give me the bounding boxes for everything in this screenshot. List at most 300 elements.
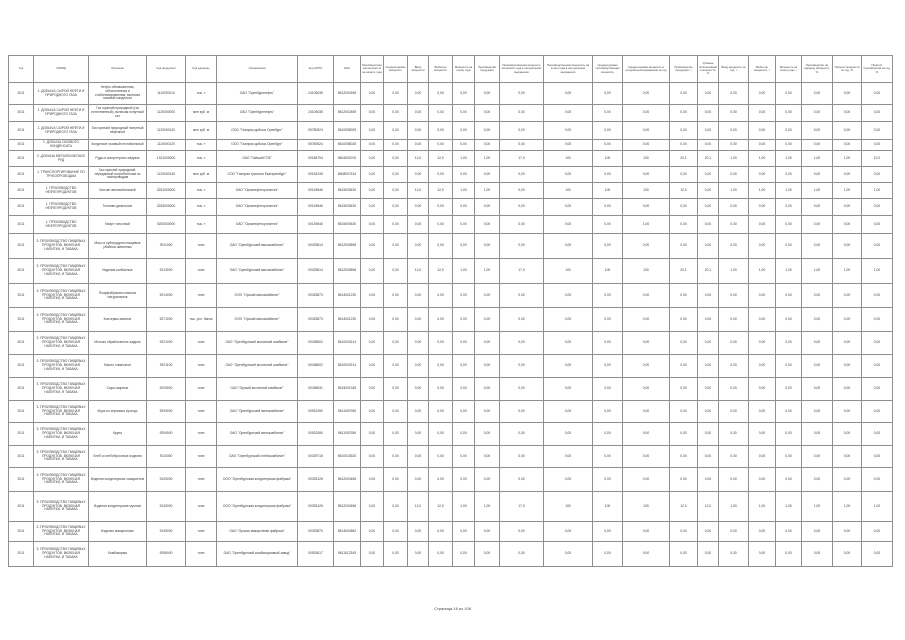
table-cell: 0,00 <box>698 446 719 468</box>
table-cell: 5610018320 <box>334 446 361 468</box>
table-cell: 0,00 <box>408 468 429 492</box>
table-cell: 0,00 <box>384 332 408 355</box>
table-cell: 0,00 <box>698 378 719 401</box>
table-cell: 0,00 <box>802 140 833 151</box>
table-cell: 0,00 <box>670 401 698 423</box>
table-cell: 0,00 <box>698 140 719 151</box>
table-cell: 12,0 <box>429 259 453 284</box>
table-cell: 1,00 <box>776 259 802 284</box>
table-cell: 0,00 <box>623 355 670 378</box>
table-cell: 2011 <box>9 308 34 332</box>
table-cell: 0,00 <box>544 522 593 542</box>
table-cell: ООО "Газпром добыча Оренбург" <box>217 122 298 140</box>
table-cell: 9221000 <box>147 332 186 355</box>
column-header: Ввод мощности <box>408 56 429 83</box>
table-cell: 2. ДОБЫЧА МЕТАЛЛИЧЕСКИХ РУД <box>34 151 89 167</box>
table-cell: 2011 <box>9 542 34 567</box>
table-cell: 24106035 <box>298 105 334 122</box>
table-cell: 0,00 <box>802 234 833 259</box>
table-cell: 0,00 <box>776 122 802 140</box>
table-cell: 0,00 <box>670 332 698 355</box>
table-cell: Изделия кондитерские сахаристые <box>89 468 147 492</box>
table-cell: 00149646 <box>298 199 334 216</box>
table-cell: 0,00 <box>719 446 749 468</box>
column-header: Выбытие мощности, т <box>749 56 776 83</box>
table-cell: 0,00 <box>593 308 623 332</box>
table-cell: 5604000700 <box>334 151 361 167</box>
table-cell: 0,00 <box>802 332 833 355</box>
table-cell: 9293000 <box>147 401 186 423</box>
column-header: Мощность на конец года <box>453 56 475 83</box>
table-cell: 0,00 <box>719 216 749 234</box>
table-cell: 0,00 <box>384 105 408 122</box>
table-cell: 00335126 <box>298 468 334 492</box>
table-cell: 20,1 <box>670 151 698 167</box>
table-cell: ОАО "Орский молочный комбинат" <box>217 378 298 401</box>
table-cell: 0,00 <box>384 446 408 468</box>
table-row <box>9 83 893 105</box>
table-cell: 0,00 <box>384 183 408 199</box>
table-cell: 00932450 <box>298 423 334 446</box>
table-cell: 0,00 <box>453 355 475 378</box>
table-cell: ОАО "Оренбургнефть" <box>217 105 298 122</box>
table-cell: 20,1 <box>698 259 719 284</box>
table-cell: 00339870 <box>298 522 334 542</box>
table-cell: 0,00 <box>776 284 802 308</box>
table-cell: 0,00 <box>408 332 429 355</box>
table-cell: 0,00 <box>429 308 453 332</box>
table-cell: 1110000110 <box>147 83 186 105</box>
table-cell: 0,00 <box>833 308 862 332</box>
table-row <box>9 259 893 284</box>
table-cell: 0,00 <box>544 308 593 332</box>
table-cell: тонн <box>186 378 217 401</box>
table-cell: ОАО "Оренбургский мелькомбинат" <box>217 401 298 423</box>
table-cell: 0,00 <box>361 446 384 468</box>
table-cell: 0,00 <box>408 355 429 378</box>
table-cell: ОАО "Оренбургский молочный комбинат" <box>217 332 298 355</box>
table-cell: 1,00 <box>719 259 749 284</box>
table-cell: 0,00 <box>670 308 698 332</box>
table-cell: тонн <box>186 522 217 542</box>
table-cell: 5615001345 <box>334 378 361 401</box>
table-cell: 0,00 <box>544 140 593 151</box>
table-cell: 12,0 <box>429 183 453 199</box>
table-cell: ОАО "Орскнефтеоргсинтез" <box>217 216 298 234</box>
column-header: Код ОКПО <box>298 56 334 83</box>
table-cell: 0,00 <box>453 378 475 401</box>
table-cell: 0,00 <box>749 105 776 122</box>
table-cell: 1321000000 <box>147 151 186 167</box>
table-cell: 0,00 <box>833 378 862 401</box>
table-cell: 0,00 <box>453 105 475 122</box>
table-cell: 0,00 <box>593 378 623 401</box>
table-cell: 2011 <box>9 167 34 183</box>
table-cell: 0,00 <box>670 216 698 234</box>
table-cell: 0,00 <box>802 308 833 332</box>
table-cell: 0,00 <box>670 284 698 308</box>
table-cell: 0,00 <box>384 167 408 183</box>
table-cell: 0,00 <box>749 378 776 401</box>
table-cell: 0251000000 <box>147 183 186 199</box>
table-cell: 0,00 <box>408 542 429 567</box>
table-cell: 0,00 <box>429 522 453 542</box>
table-cell: тонн <box>186 542 217 567</box>
table-cell: 2011 <box>9 122 34 140</box>
table-cell: 0,00 <box>475 446 500 468</box>
table-cell: 0,00 <box>623 378 670 401</box>
table-cell: 0,00 <box>429 542 453 567</box>
table-cell: 1,00 <box>776 183 802 199</box>
table-cell: 00438602 <box>298 332 334 355</box>
table-cell: 0,00 <box>719 355 749 378</box>
table-cell: ОАО "Оренбургский мясокомбинат" <box>217 259 298 284</box>
table-cell: 0,00 <box>719 542 749 567</box>
table-cell: 0,00 <box>862 234 893 259</box>
table-cell: 0,00 <box>429 423 453 446</box>
table-cell: 0,00 <box>749 122 776 140</box>
table-cell: 0,00 <box>429 401 453 423</box>
table-cell: 0,00 <box>500 284 544 308</box>
table-cell: 5611012345 <box>334 542 361 567</box>
table-row <box>9 542 893 567</box>
table-cell: 5612002469 <box>334 105 361 122</box>
table-cell: 0,00 <box>698 332 719 355</box>
table-cell: тыс. усл. банок <box>186 308 217 332</box>
table-cell: 0,00 <box>429 216 453 234</box>
table-cell: 0,00 <box>500 83 544 105</box>
table-cell: 0,00 <box>384 284 408 308</box>
table-cell: ООО "Газпром добыча Оренбург" <box>217 140 298 151</box>
column-header: Среднегодовая мощность <box>384 56 408 83</box>
table-cell: 1,00 <box>833 151 862 167</box>
table-cell: 0,00 <box>776 234 802 259</box>
table-cell: тонн <box>186 468 217 492</box>
table-cell: 00149646 <box>298 183 334 199</box>
table-cell: 0,00 <box>361 259 384 284</box>
table-cell: 0,00 <box>862 522 893 542</box>
table-cell: 0,00 <box>475 234 500 259</box>
table-cell: 0,00 <box>500 234 544 259</box>
table-cell: 0,00 <box>593 234 623 259</box>
table-row <box>9 378 893 401</box>
table-cell: 0,00 <box>833 140 862 151</box>
table-cell: Нефть обезвоженная, обессоленная и стабилизированная, включая газовый конденсат <box>89 83 147 105</box>
table-cell: 12,0 <box>429 151 453 167</box>
table-cell: 0,00 <box>475 122 500 140</box>
table-row <box>9 522 893 542</box>
table-cell: 0,00 <box>698 167 719 183</box>
table-cell: 100 <box>593 151 623 167</box>
table-cell: 2011 <box>9 355 34 378</box>
table-cell: 00425873 <box>298 308 334 332</box>
table-cell: 5614004562 <box>334 522 361 542</box>
table-cell: 9120000 <box>147 468 186 492</box>
table-cell: 0,00 <box>453 216 475 234</box>
table-cell: 0,00 <box>833 401 862 423</box>
table-cell: ОАО "Оренбургский молочный комбинат" <box>217 355 298 378</box>
table-cell: 0252000000 <box>147 216 186 234</box>
table-cell: 0,00 <box>802 199 833 216</box>
table-cell: 0,00 <box>500 332 544 355</box>
table-cell: 2011 <box>9 332 34 355</box>
table-cell: 2011 <box>9 446 34 468</box>
table-cell: 0,00 <box>833 234 862 259</box>
table-row <box>9 423 893 446</box>
table-cell: 0,00 <box>833 332 862 355</box>
table-cell: 0,00 <box>623 122 670 140</box>
table-cell: 1,00 <box>719 151 749 167</box>
table-cell: 0,00 <box>544 105 593 122</box>
table-cell: 0,00 <box>500 468 544 492</box>
table-cell: 05780524 <box>298 122 334 140</box>
table-cell: 0,00 <box>408 140 429 151</box>
table-cell: 0253000000 <box>147 199 186 216</box>
table-cell: 5610058025 <box>334 122 361 140</box>
table-cell: 0,00 <box>361 332 384 355</box>
table-cell: 0,00 <box>776 522 802 542</box>
table-cell: 0,00 <box>862 401 893 423</box>
table-cell: 9214000 <box>147 284 186 308</box>
table-cell: 0,00 <box>408 234 429 259</box>
table-cell: 0,00 <box>862 122 893 140</box>
table-cell: 0,00 <box>453 122 475 140</box>
header-row <box>9 56 893 83</box>
table-cell: 0,00 <box>749 401 776 423</box>
table-cell: 3. ПРОИЗВОДСТВО ПИЩЕВЫХ ПРОДУКТОВ, ВКЛЮЧАЯ НАПИТКИ, И ТАБАКА <box>34 355 89 378</box>
table-cell: 12,0 <box>670 183 698 199</box>
table-cell: 0,00 <box>429 122 453 140</box>
table-cell: 0,00 <box>623 423 670 446</box>
table-cell: 0,00 <box>802 378 833 401</box>
table-cell: Крупа <box>89 423 147 446</box>
table-cell: 1,00 <box>453 492 475 522</box>
table-cell: 0,00 <box>361 167 384 183</box>
table-cell: 2011 <box>9 199 34 216</box>
table-cell: 1,00 <box>749 151 776 167</box>
table-cell: 100 <box>593 183 623 199</box>
table-cell: 2011 <box>9 423 34 446</box>
table-cell: 24106035 <box>298 83 334 105</box>
table-cell: 0,00 <box>500 423 544 446</box>
table-cell: 00932450 <box>298 401 334 423</box>
table-cell: 0,00 <box>776 140 802 151</box>
table-cell: ОАО "Орскнефтеоргсинтез" <box>217 183 298 199</box>
table-cell: 0,00 <box>475 378 500 401</box>
table-cell: Сыры жирные <box>89 378 147 401</box>
table-cell: 0,00 <box>544 167 593 183</box>
table-cell: 12,0 <box>429 492 453 522</box>
table-cell: 0,00 <box>384 355 408 378</box>
table-cell: 0,00 <box>544 423 593 446</box>
table-cell: 0,00 <box>833 542 862 567</box>
table-cell: Бензин автомобильный <box>89 183 147 199</box>
table-cell: 0,00 <box>361 308 384 332</box>
table-cell: 0,00 <box>500 378 544 401</box>
table-cell: 0,00 <box>833 122 862 140</box>
table-cell: 0,00 <box>384 401 408 423</box>
table-cell: 0,00 <box>698 183 719 199</box>
table-cell: 0,00 <box>749 522 776 542</box>
table-cell: 0,00 <box>698 423 719 446</box>
table-cell: 0,00 <box>623 468 670 492</box>
table-cell: 100 <box>593 492 623 522</box>
table-cell: 0,00 <box>475 468 500 492</box>
table-cell: 00149646 <box>298 216 334 234</box>
table-cell: 0,00 <box>429 332 453 355</box>
page-number: Страница 16 из 108 <box>434 606 471 611</box>
table-cell: 1,00 <box>623 216 670 234</box>
table-cell: 0,00 <box>544 355 593 378</box>
table-cell: 100 <box>623 183 670 199</box>
table-cell: 12,0 <box>698 492 719 522</box>
table-cell: 0,00 <box>698 216 719 234</box>
table-cell: 0,00 <box>776 332 802 355</box>
table-cell: 1,00 <box>475 492 500 522</box>
table-cell: 0,00 <box>361 151 384 167</box>
table-cell: 0,00 <box>475 522 500 542</box>
table-cell: 0,00 <box>500 308 544 332</box>
table-cell: 0,00 <box>698 355 719 378</box>
table-cell: 0,00 <box>862 355 893 378</box>
table-cell: 0,00 <box>429 284 453 308</box>
table-cell: тонн <box>186 234 217 259</box>
table-cell: 0,00 <box>623 542 670 567</box>
table-cell: 0,00 <box>670 446 698 468</box>
table-cell: 9271000 <box>147 308 186 332</box>
column-header: Производство продукции, т <box>670 56 698 83</box>
table-cell: 0,00 <box>453 468 475 492</box>
table-cell: Мазут топочный <box>89 216 147 234</box>
table-cell: 0,00 <box>384 259 408 284</box>
table-cell: 5612000896 <box>334 259 361 284</box>
table-cell: 0,00 <box>749 446 776 468</box>
table-cell: 0,00 <box>802 522 833 542</box>
table-cell: 0,00 <box>361 216 384 234</box>
table-cell: 0,00 <box>361 234 384 259</box>
table-cell: 1,00 <box>453 259 475 284</box>
table-cell: 0,00 <box>670 167 698 183</box>
table-cell: 0,00 <box>408 105 429 122</box>
table-cell: 2011 <box>9 401 34 423</box>
column-header: Описание <box>89 56 147 83</box>
table-cell: 3. ПРОИЗВОДСТВО ПИЩЕВЫХ ПРОДУКТОВ, ВКЛЮЧАЯ НАПИТКИ, И ТАБАКА <box>34 259 89 284</box>
table-row <box>9 199 893 216</box>
table-cell: 0,00 <box>802 167 833 183</box>
table-cell: 0,00 <box>500 216 544 234</box>
table-cell: 0,00 <box>776 199 802 216</box>
table-cell: 0,00 <box>593 105 623 122</box>
table-cell: ОАО "Гайский ГОК" <box>217 151 298 167</box>
table-cell: 0,00 <box>544 378 593 401</box>
table-cell: ОАО "Оренбургский хлебокомбинат" <box>217 446 298 468</box>
table-cell: Полуфабрикаты мясные натуральные <box>89 284 147 308</box>
column-header: ОКВЭД <box>34 56 89 83</box>
table-cell: 0,00 <box>475 423 500 446</box>
table-cell: 0,00 <box>361 355 384 378</box>
table-cell: 0,00 <box>408 216 429 234</box>
table-row <box>9 216 893 234</box>
table-cell: 0,00 <box>719 378 749 401</box>
table-cell: 0,00 <box>670 378 698 401</box>
table-cell: 17,0 <box>500 151 544 167</box>
table-cell: 100 <box>593 259 623 284</box>
table-cell: 0,00 <box>453 332 475 355</box>
table-cell: 00438631 <box>298 378 334 401</box>
table-cell: 1,00 <box>776 492 802 522</box>
table-cell: 0,00 <box>544 284 593 308</box>
table-cell: 0,00 <box>698 308 719 332</box>
table-cell: 0,00 <box>802 468 833 492</box>
table-cell: тонн <box>186 259 217 284</box>
table-cell: 0,00 <box>623 199 670 216</box>
table-cell: 0,00 <box>802 423 833 446</box>
table-cell: тонн <box>186 284 217 308</box>
table-cell: 0,00 <box>408 167 429 183</box>
table-cell: 0,00 <box>593 284 623 308</box>
table-cell: 0,00 <box>408 122 429 140</box>
table-cell: 3. ПРОИЗВОДСТВО ПИЩЕВЫХ ПРОДУКТОВ, ВКЛЮЧАЯ НАПИТКИ, И ТАБАКА <box>34 446 89 468</box>
table-cell: 9294000 <box>147 423 186 446</box>
table-cell: 0,00 <box>698 522 719 542</box>
table-cell: 0,00 <box>802 355 833 378</box>
table-cell: 0,00 <box>670 105 698 122</box>
table-cell: 3. ПРОИЗВОДСТВО ПИЩЕВЫХ ПРОДУКТОВ, ВКЛЮЧАЯ НАПИТКИ, И ТАБАКА <box>34 468 89 492</box>
table-cell: тонн <box>186 332 217 355</box>
table-cell: 0,00 <box>802 216 833 234</box>
table-cell: 00933617 <box>298 542 334 567</box>
table-cell: 0,00 <box>749 468 776 492</box>
table-cell: 9130000 <box>147 492 186 522</box>
table-cell: 0,00 <box>749 355 776 378</box>
column-header: Ввод мощности за год, т <box>719 56 749 83</box>
table-cell: 0,00 <box>833 105 862 122</box>
table-row <box>9 308 893 332</box>
table-cell: 0,00 <box>408 308 429 332</box>
table-cell: 1110000120 <box>147 140 186 151</box>
table-cell: 0,00 <box>361 122 384 140</box>
table-cell: 100 <box>623 492 670 522</box>
table-cell: 0,00 <box>749 83 776 105</box>
table-cell: 0,00 <box>384 234 408 259</box>
table-cell: 5610058025 <box>334 140 361 151</box>
table-cell: 20,1 <box>698 151 719 167</box>
table-cell: 0,00 <box>475 199 500 216</box>
table-cell: 0,00 <box>776 401 802 423</box>
table-cell: 0,00 <box>384 122 408 140</box>
table-cell: 0,00 <box>429 234 453 259</box>
table-cell: 5615005430 <box>334 199 361 216</box>
column-header: Год <box>9 56 34 83</box>
table-cell: 0,00 <box>749 284 776 308</box>
table-cell: 1,00 <box>833 259 862 284</box>
table-cell: 0,00 <box>833 522 862 542</box>
table-cell: 0,00 <box>833 167 862 183</box>
table-cell: 0,00 <box>593 140 623 151</box>
table-row <box>9 234 893 259</box>
table-cell: 1,00 <box>802 183 833 199</box>
table-cell: млн куб. м <box>186 167 217 183</box>
table-cell: 0,00 <box>408 446 429 468</box>
table-cell: 17,0 <box>500 259 544 284</box>
table-cell: 00438602 <box>298 355 334 378</box>
table-cell: 0,00 <box>862 167 893 183</box>
table-cell: 0,00 <box>593 446 623 468</box>
table-cell: 0,00 <box>384 216 408 234</box>
table-cell: 0,00 <box>453 140 475 151</box>
table-cell: 0,00 <box>776 216 802 234</box>
table-cell: 0,00 <box>719 332 749 355</box>
